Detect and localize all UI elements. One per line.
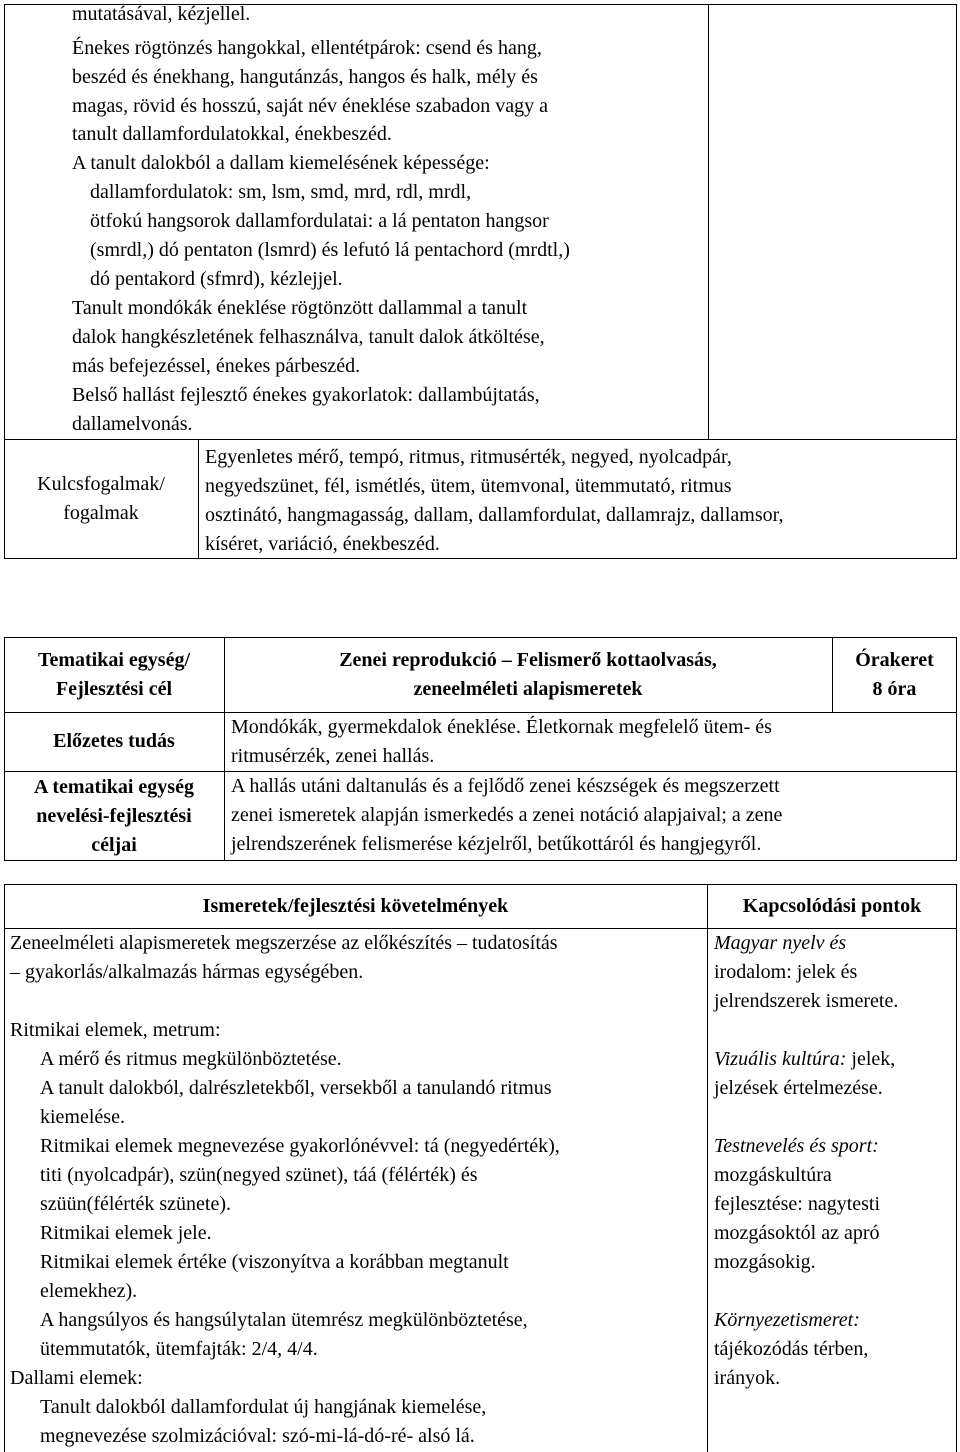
activity-line: Belső hallást fejlesztő énekes gyakorlatok: dallambújtatás,	[72, 384, 540, 406]
activity-line: magas, rövid és hosszú, saját név éneklése szabadon vagy a	[72, 95, 548, 117]
connections-header-text: Kapcsolódási pontok	[742, 894, 922, 917]
connection-text: jelek,	[846, 1048, 896, 1070]
requirement-line: Ritmikai elemek, metrum:	[10, 1019, 221, 1041]
requirement-line: Ritmikai elemek megnevezése gyakorlónévvel: tá (negyedérték),	[40, 1135, 560, 1157]
key-concepts-line: kíséret, variáció, énekbeszéd.	[205, 533, 440, 555]
prior-knowledge-label-text: Előzetes tudás	[53, 730, 175, 752]
requirement-line: Tanult dalokból dallamfordulat új hangjának kiemelése,	[40, 1396, 487, 1418]
requirement-line: A mérő és ritmus megkülönböztetése.	[40, 1048, 342, 1070]
key-concepts-label-line: fogalmak	[63, 502, 139, 524]
hours-box	[832, 637, 957, 712]
connection-line: irányok.	[714, 1367, 781, 1389]
requirement-line: Dallami elemek:	[10, 1367, 143, 1389]
goals-line: zenei ismeretek alapján ismerkedés a zenei notáció alapjaival; a zene	[231, 804, 783, 826]
activity-line: dallamelvonás.	[72, 413, 193, 435]
connection-line: mozgásokig.	[714, 1251, 816, 1273]
key-concepts-label-line: Kulcsfogalmak/	[37, 473, 165, 495]
connection-title-magyar: Magyar nyelv és	[714, 932, 847, 954]
connection-line: mozgáskultúra	[714, 1164, 832, 1186]
activity-line: mutatásával, kézjellel.	[72, 3, 251, 25]
prior-knowledge-line: Mondókák, gyermekdalok éneklése. Életkornak megfelelő ütem- és	[231, 716, 772, 738]
unit-label-line: Fejlesztési cél	[55, 677, 173, 700]
key-concepts-line: Egyenletes mérő, tempó, ritmus, ritmusérték, negyed, nyolcadpár,	[205, 446, 732, 468]
requirement-line: A hangsúlyos és hangsúlytalan ütemrész megkülönböztetése,	[40, 1309, 528, 1331]
goals-label-line: céljai	[91, 833, 137, 856]
prior-knowledge-label	[4, 712, 224, 771]
unit-label-line: Tematikai egység/	[37, 648, 191, 671]
requirement-line: – gyakorlás/alkalmazás hármas egységében.	[10, 961, 364, 983]
activity-line: Énekes rögtönzés hangokkal, ellentétpárok: csend és hang,	[72, 37, 542, 59]
requirement-line: megnevezése szolmizációval: szó-mi-lá-dó-ré- alsó lá.	[40, 1425, 475, 1447]
connection-line: mozgásoktól az apró	[714, 1222, 880, 1244]
unit-title-line: Zenei reprodukció – Felismerő kottaolvasás,	[339, 648, 717, 671]
activity-line: dó pentakord (sfmrd), kézlejjel.	[90, 268, 343, 290]
requirement-line: Ritmikai elemek jele.	[40, 1222, 212, 1244]
activity-line: dalok hangkészletének felhasználva, tanult dalok átköltése,	[72, 326, 545, 348]
connection-line: fejlesztése: nagytesti	[714, 1193, 881, 1215]
requirement-line: szüün(félérték szünete).	[40, 1193, 232, 1215]
key-concepts-line: negyedszünet, fél, ismétlés, ütem, ütemvonal, ütemmutató, ritmus	[205, 475, 732, 497]
goals-label-line: nevelési-fejlesztési	[36, 804, 192, 827]
activity-line: A tanult dalokból a dallam kiemelésének képessége:	[72, 152, 490, 174]
requirements-header-text: Ismeretek/fejlesztési követelmények	[202, 894, 509, 917]
requirements-header	[4, 884, 707, 928]
connection-line: jelzések értelmezése.	[714, 1077, 883, 1099]
connection-title-vizualis: Vizuális kultúra:	[714, 1048, 847, 1070]
requirement-line: A tanult dalokból, dalrészletekből, versekből a tanulandó ritmus	[40, 1077, 552, 1099]
goals-line: jelrendszerének felismerése kézjelről, betűkottáról és hangjegyről.	[231, 833, 762, 855]
requirement-line: Ritmikai elemek értéke (viszonyítva a korábban megtanult	[40, 1251, 509, 1273]
connection-vizualis	[714, 1045, 895, 1074]
activity-line: tanult dallamfordulatokkal, énekbeszéd.	[72, 123, 392, 145]
unit-title-line: zeneelméleti alapismeretek	[413, 677, 643, 700]
requirement-line: ütemmutatók, ütemfajták: 2/4, 4/4.	[40, 1338, 318, 1360]
key-concepts-label	[4, 439, 198, 559]
activity-line: más befejezéssel, énekes párbeszéd.	[72, 355, 361, 377]
activity-line: ötfokú hangsorok dallamfordulatai: a lá pentaton hangsor	[90, 210, 549, 232]
activity-line: Tanult mondókák éneklése rögtönzött dallammal a tanult	[72, 297, 528, 319]
requirement-line: Zeneelméleti alapismeretek megszerzése az előkészítés – tudatosítás	[10, 932, 558, 954]
unit-title	[224, 637, 832, 712]
connection-title-kornyezet: Környezetismeret:	[714, 1309, 860, 1331]
connection-line: tájékozódás térben,	[714, 1338, 869, 1360]
unit-label	[4, 637, 224, 712]
prior-knowledge-line: ritmusérzék, zenei hallás.	[231, 745, 435, 767]
hours-label: Órakeret	[855, 648, 934, 671]
goals-label-line: A tematikai egység	[34, 775, 194, 798]
hours-value: 8 óra	[872, 677, 917, 700]
goals-label	[4, 771, 224, 861]
activity-line: dallamfordulatok: sm, lsm, smd, mrd, rdl, mrdl,	[90, 181, 472, 203]
goals-line: A hallás utáni daltanulás és a fejlődő zenei készségek és megszerzett	[231, 775, 780, 797]
requirement-line: kiemelése.	[40, 1106, 125, 1128]
key-concepts-line: osztinátó, hangmagasság, dallam, dallamfordulat, dallamrajz, dallamsor,	[205, 504, 784, 526]
connection-line: jelrendszerek ismerete.	[714, 990, 899, 1012]
requirement-line: titi (nyolcadpár), szün(negyed szünet), táá (félérték) és	[40, 1164, 478, 1186]
requirement-line: elemekhez).	[40, 1280, 138, 1302]
connection-title-testneveles: Testnevelés és sport:	[714, 1135, 879, 1157]
activity-line: beszéd és énekhang, hangutánzás, hangos és halk, mély és	[72, 66, 538, 88]
activity-line: (smrdl,) dó pentaton (lsmrd) és lefutó lá pentachord (mrdtl,)	[90, 239, 570, 261]
connections-header	[707, 884, 957, 928]
connection-line: irodalom: jelek és	[714, 961, 858, 983]
